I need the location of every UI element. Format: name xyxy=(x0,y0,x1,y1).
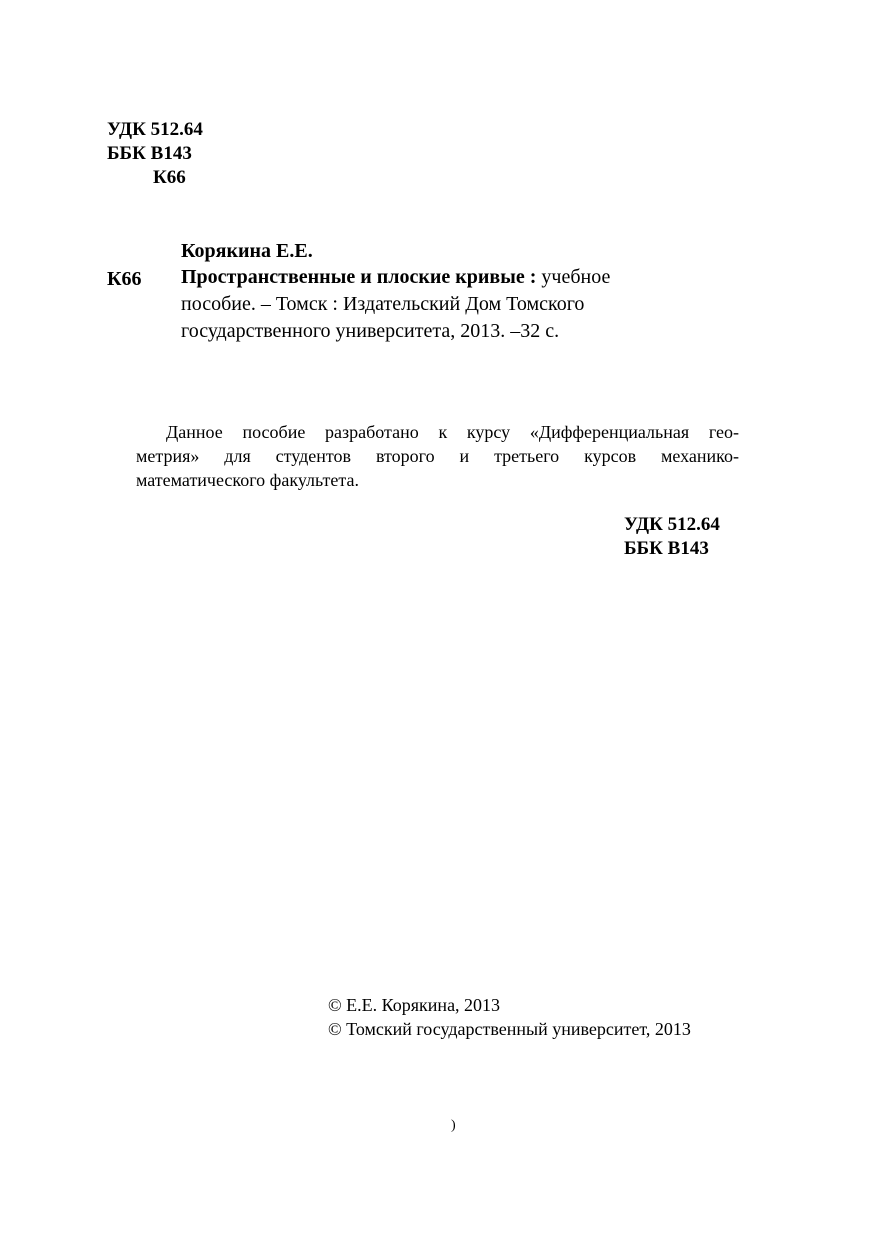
udk-code: УДК 512.64 xyxy=(107,119,203,140)
copyright-university: © Томский государственный университет, 2013 xyxy=(328,1019,691,1039)
annotation-paragraph xyxy=(136,420,739,492)
bibliographic-description xyxy=(181,264,701,345)
annotation-line-3: математического факультета. xyxy=(136,470,359,490)
bbk-code: ББК В143 xyxy=(107,143,192,164)
author-mark-label: К66 xyxy=(107,268,142,290)
annotation-line-1: Данное пособие разработано к курсу «Дифференциальная гео- xyxy=(166,422,739,442)
author-mark-code: К66 xyxy=(153,167,186,188)
biblio-line-3: государственного университета, 2013. –32 с. xyxy=(181,320,560,342)
classification-codes-top xyxy=(107,118,203,190)
author-name: Корякина Е.Е. xyxy=(181,240,313,262)
copyright-author: © Е.Е. Корякина, 2013 xyxy=(328,995,501,1015)
classification-codes-bottom xyxy=(624,513,720,561)
copyright-block xyxy=(328,993,691,1041)
page-mark: ) xyxy=(451,1118,456,1133)
annotation-line-2: метрия» для студентов второго и третьего курсов механико- xyxy=(136,446,739,466)
bbk-code-bottom: ББК В143 xyxy=(624,538,709,559)
book-title: Пространственные и плоские кривые : xyxy=(181,266,537,288)
udk-code-bottom: УДК 512.64 xyxy=(624,514,720,535)
book-type: учебное xyxy=(536,266,611,288)
biblio-line-2: пособие. – Томск : Издательский Дом Томского xyxy=(181,293,585,315)
biblio-line-1 xyxy=(181,264,701,291)
